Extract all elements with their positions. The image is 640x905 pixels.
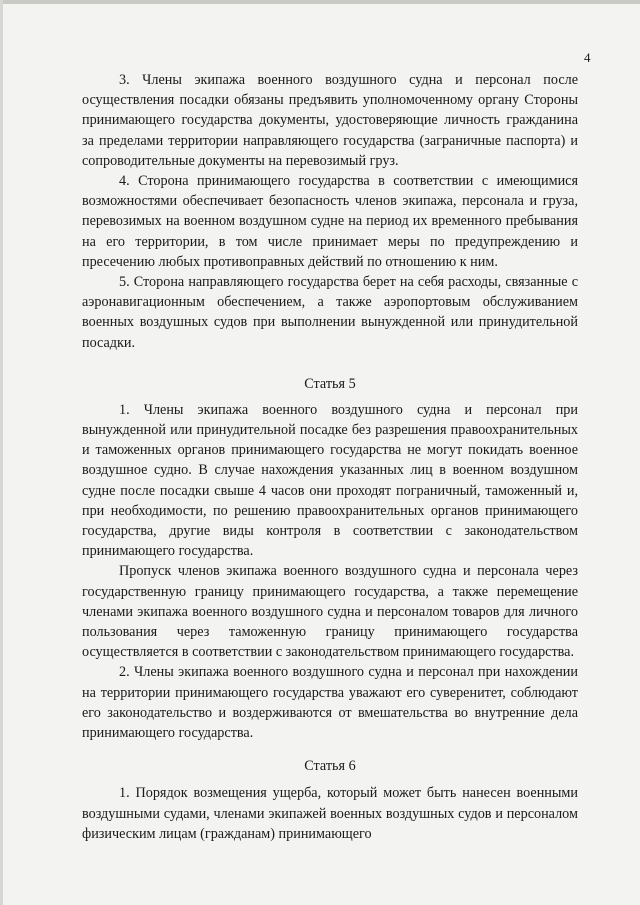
document-body <box>82 70 578 844</box>
article-6-paragraph-1: 1. Порядок возмещения ущерба, который может быть нанесен военными воздушными судами, членами экипажей военных воздушных судов и персоналом физическим лицам (гражданам) принимающего <box>82 785 578 842</box>
page-number: 4 <box>584 50 591 65</box>
scan-edge-left <box>0 0 3 905</box>
scan-edge <box>0 0 640 4</box>
article-5-paragraph-3: 2. Члены экипажа военного воздушного судна и персонал при нахождении на территории принимающего государства уважают его суверенитет, соблюдают его законодательство и воздерживаются от вмешательства во внутренние дела принимающего государства. <box>82 664 578 742</box>
article-5-heading: Статья 5 <box>304 375 356 392</box>
article-5-paragraph-1: 1. Члены экипажа военного воздушного судна и персонал при вынужденной или принудительной посадке без разрешения правоохранительных и таможенных органов принимающего государства не могут покидать военное воздушное судно. В случае нахождения указанных лиц в военном воздушном судне после посадки свыше 4 часов они проходят пограничный, таможенный и, при необходимости, по решению правоохранительных органов принимающего государства, другие виды контроля в соответствии с законодательством принимающего государства. <box>82 401 578 560</box>
paragraph-5: 5. Сторона направляющего государства берет на себя расходы, связанные с аэронавигационным обеспечением, а также аэропортовым обслуживанием военных воздушных судов при выполнении вынужденной или принудительной посадки. <box>82 274 578 351</box>
paragraph-3: 3. Члены экипажа военного воздушного судна и персонал после осуществления посадки обязаны предъявить уполномоченному органу Стороны принимающего государства документы, удостоверяющие личность гражданина за пределами территории направляющего государства (заграничные паспорта) и сопроводительные документы на перевозимый груз. <box>82 72 578 169</box>
article-6-heading: Статья 6 <box>304 758 356 775</box>
article-5-paragraph-2: Пропуск членов экипажа военного воздушного судна и персонала через государственную границу принимающего государства, а также перемещение членами экипажа военного воздушного судна и персоналом товаров для личного пользования через таможенную границу принимающего государства осуществляется в соответствии с законодательством принимающего государства. <box>82 563 578 661</box>
paragraph-4: 4. Сторона принимающего государства в соответствии с имеющимися возможностями обеспечивает безопасность членов экипажа, персонала и груза, перевозимых на военном воздушном судне на период их временного пребывания на его территории, в том числе принимает меры по предупреждению и пресечению любых противоправных действий по отношению к ним. <box>82 173 578 270</box>
